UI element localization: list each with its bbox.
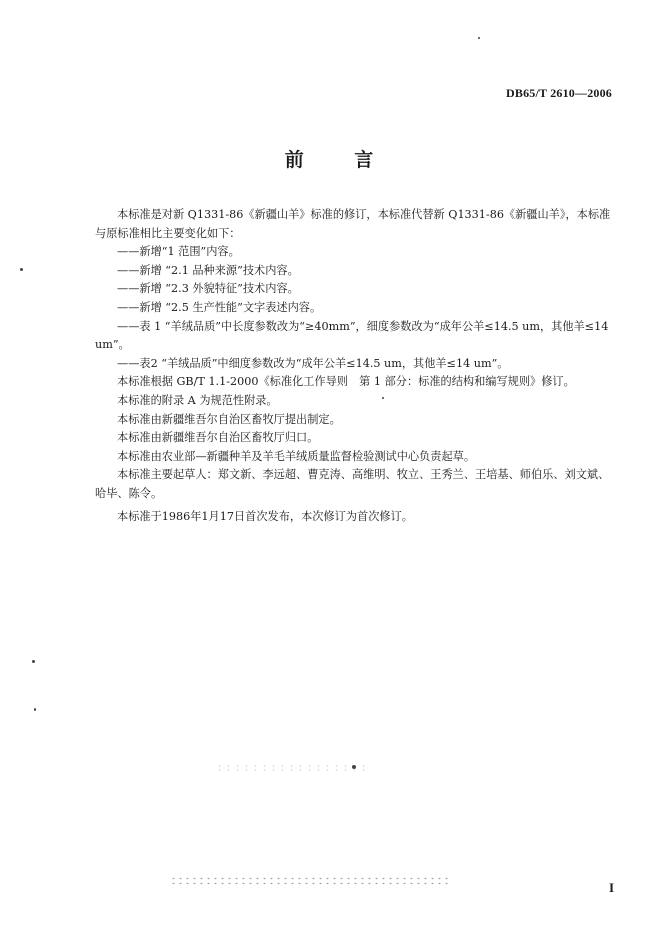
statement-drafting-unit: 本标准由农业部—新疆种羊及羊毛羊绒质量监督检验测试中心负责起草。 bbox=[117, 449, 476, 463]
closing-paragraph: 本标准于1986年1月17日首次发布，本次修订为首次修订。 bbox=[117, 509, 413, 523]
scan-speck bbox=[20, 268, 23, 271]
scan-speck bbox=[352, 765, 356, 769]
scan-speck bbox=[32, 660, 35, 663]
statement-drafters: 本标准主要起草人：郑文新、李远超、曹克涛、高维明、牧立、王秀兰、王培基、师伯乐、刘文斌、哈毕、陈令。 bbox=[95, 468, 610, 500]
scan-noise bbox=[215, 764, 365, 772]
page-number: I bbox=[608, 880, 614, 895]
scan-speck bbox=[478, 37, 480, 39]
change-item-2: ——新增 “2.1 品种来源”技术内容。 bbox=[117, 263, 299, 277]
scan-noise bbox=[170, 876, 450, 888]
change-item-4: ——新增 “2.5 生产性能”文字表述内容。 bbox=[117, 300, 322, 314]
statement-appendix: 本标准的附录 A 为规范性附录。 bbox=[117, 393, 278, 407]
statement-owner: 本标准由新疆维吾尔自治区畜牧厅归口。 bbox=[117, 431, 319, 445]
change-item-3: ——新增 “2.3 外貌特征”技术内容。 bbox=[117, 282, 299, 296]
intro-paragraph: 本标准是对新 Q1331-86《新疆山羊》标准的修订，本标准代替新 Q1331-86《新疆山羊》，本标准与原标准相比主要变化如下： bbox=[95, 208, 611, 240]
scan-speck bbox=[34, 708, 36, 711]
change-item-1: ——新增“1 范围”内容。 bbox=[117, 245, 240, 259]
change-item-6: ——表2 “羊绒品质”中细度参数改为“成年公羊≤14.5 um，其他羊≤14 um”。 bbox=[117, 356, 509, 370]
standard-code: DB65/T 2610—2006 bbox=[506, 86, 612, 100]
statement-proposer: 本标准由新疆维吾尔自治区畜牧厅提出制定。 bbox=[117, 412, 341, 426]
statement-basis: 本标准根据 GB/T 1.1-2000《标准化工作导则 第 1 部分：标准的结构和编写规则》修订。 bbox=[117, 375, 575, 389]
change-item-5: ——表 1 “羊绒品质”中长度参数改为“≥40mm”，细度参数改为“成年公羊≤14.5 um，其他羊≤14 um”。 bbox=[95, 319, 609, 352]
scan-speck bbox=[382, 397, 384, 399]
page-title: 前 言 bbox=[284, 149, 396, 171]
preface-body bbox=[95, 206, 615, 526]
